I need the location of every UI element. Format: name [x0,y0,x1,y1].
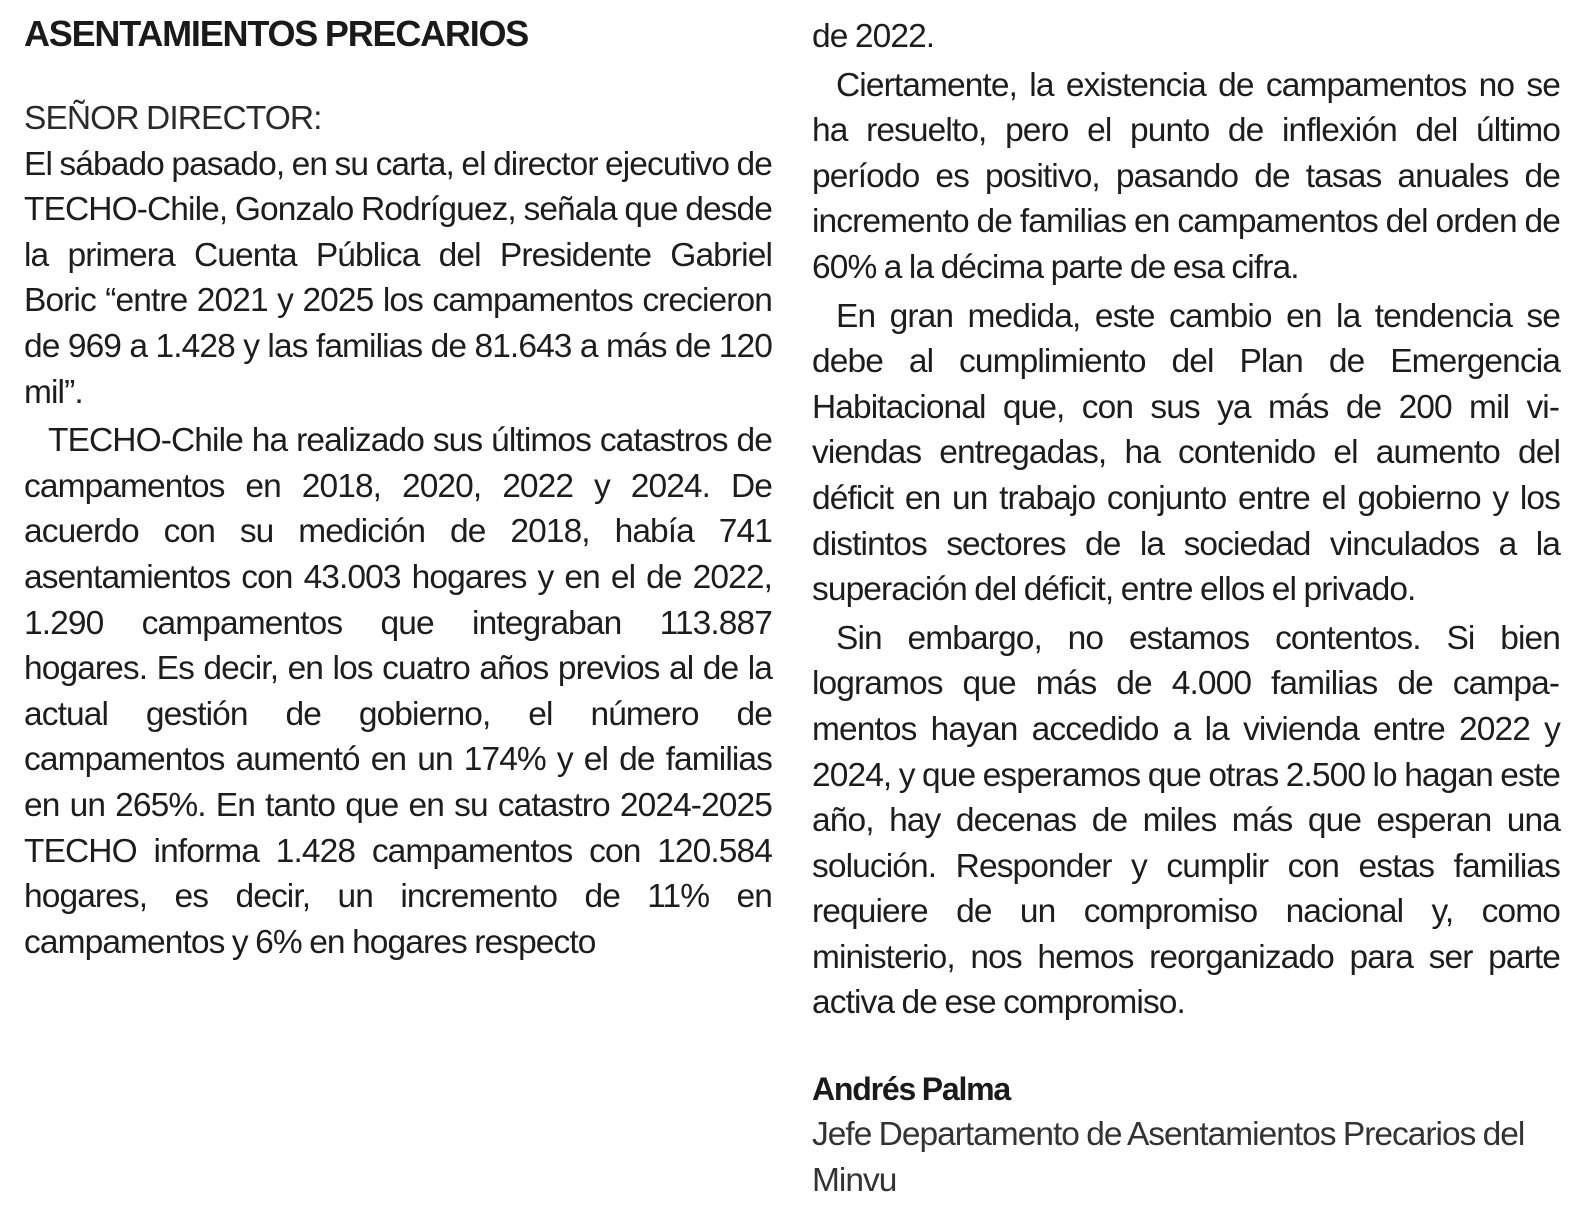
signature-block [812,1066,1560,1204]
paragraph-5: Sin embargo, no estamos contentos. Si bien logramos que más de 4.000 familias de campamentos hayan accedido a la vivienda entre 2022 y 2024, y que esperamos que otras 2.500 lo hagan este año, hay decenas de miles más que esperan una solución. Responder y cumplir con estas familias requiere de un compromiso nacional y, como ministerio, nos hemos reorganizado para ser parte activa de ese compromiso. [812,619,1560,1022]
paragraph-4: En gran medida, este cambio en la tendencia se debe al cumplimiento del Plan de Emergencia Habitacional que, con sus ya más de 200 mil viviendas entregadas, ha contenido el aumento del déficit en un trabajo conjunto entre el gobierno y los distintos sectores de la sociedad vinculados a la superación del déficit, entre ellos el privado. [812,297,1560,609]
signature-role: Jefe Departamento de Asentamientos Precarios del Minvu [812,1116,1525,1200]
left-column [24,8,772,965]
paragraph-3: Ciertamente, la existencia de campamentos no se ha resuelto, pero el punto de inflexión del último período es positivo, pasando de tasas anuales de incremento de familias en campamentos del orden de 60% a la décima parte de esa cifra. [812,66,1560,286]
paragraph-2-continuation: de 2022. [812,18,935,55]
headline: ASENTAMIENTOS PRECARIOS [24,13,529,54]
paragraph-1: El sábado pasado, en su carta, el director ejecutivo de TECHO-Chile, Gonzalo Rodríguez, señala que desde la primera Cuenta Pública del Presidente Gabriel Boric “entre 2021 y 2025 los campamentos crecieron de 969 a 1.428 y las familias de 81.643 a más de 120 mil”. [24,145,772,411]
right-column [812,14,1560,1204]
paragraph-2: TECHO-Chile ha realizado sus últimos catastros de campamentos en 2018, 2020, 2022 y 2024. De acuerdo con su medición de 2018, había 741 asentamientos con 43.003 hogares y en el de 2022, 1.290 campamentos que integraban 113.887 hogares. Es decir, en los cuatro años previos al de la actual gestión de gobierno, el número de campamentos aumentó en un 174% y el de familias en un 265%. En tanto que en su catastro 2024-2025 TECHO informa 1.428 campamentos con 120.584 hogares, es decir, un incremento de 11% en campamentos y 6% en hogares respecto [24,422,772,961]
salutation: SEÑOR DIRECTOR: [24,100,322,137]
signature-name: Andrés Palma [812,1071,1011,1108]
